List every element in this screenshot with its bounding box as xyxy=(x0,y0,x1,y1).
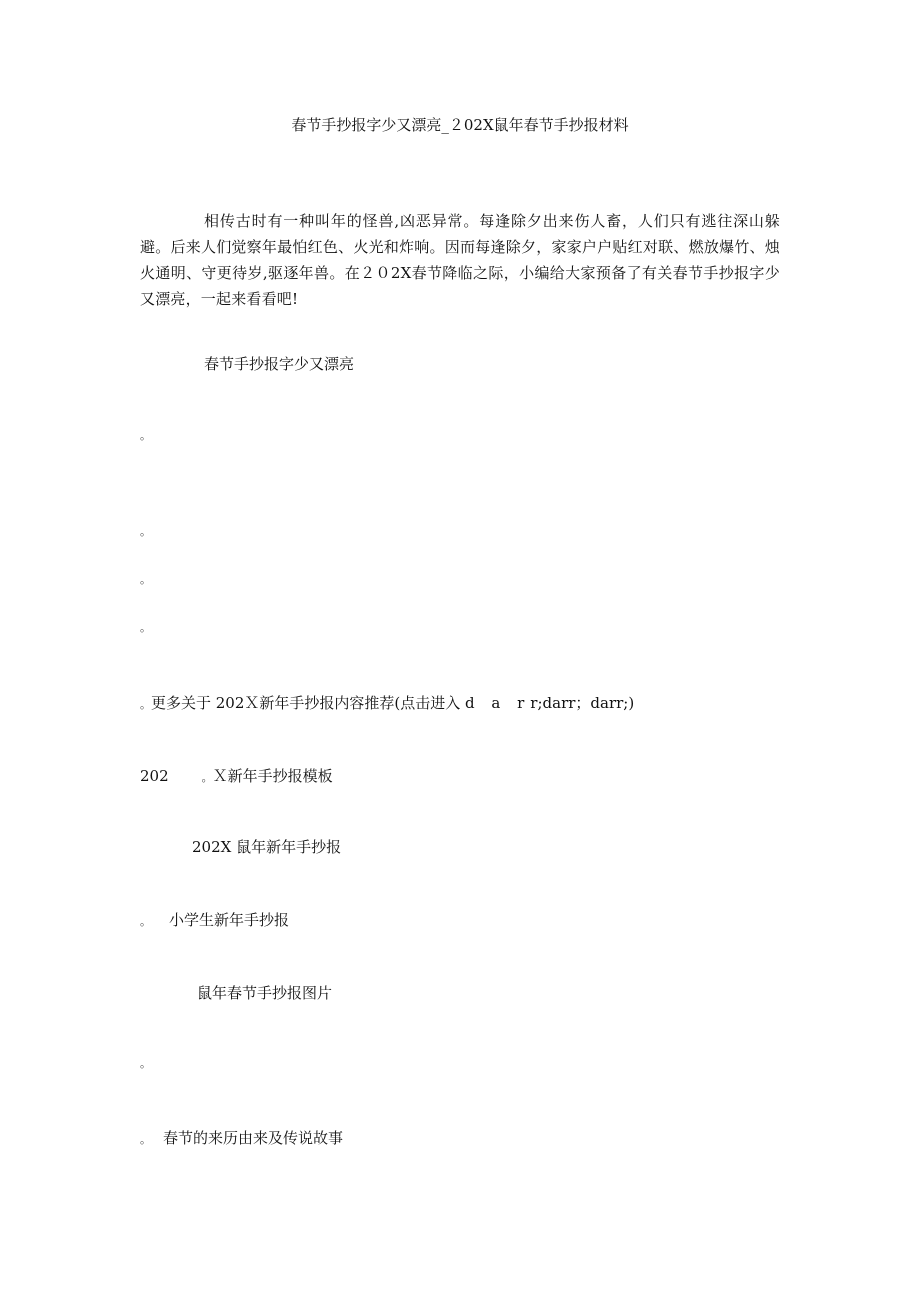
document-title: 春节手抄报字少又漂亮_２02X鼠年春节手抄报材料 xyxy=(291,116,629,134)
link-year-prefix: 202 xyxy=(140,767,169,785)
link-rat-year-newyear[interactable]: 202X 鼠年新年手抄报 xyxy=(192,838,342,856)
image-placeholder-bullet: 。 xyxy=(140,621,151,634)
link-text: 小学生新年手抄报 xyxy=(169,911,290,929)
more-recommendations-text: 更多关于 202Ｘ新年手抄报内容推荐(点击进入 xyxy=(151,694,466,712)
section-heading: 春节手抄报字少又漂亮 xyxy=(204,355,355,373)
link-text: 春节的来历由来及传说故事 xyxy=(163,1129,344,1147)
more-recommendations-suffix: r;darr；darr;) xyxy=(530,694,635,712)
link-bullet: 。 xyxy=(201,771,213,784)
image-placeholder-bullet: 。 xyxy=(140,525,151,538)
link-student-newyear[interactable] xyxy=(140,910,289,932)
image-placeholder-bullet: 。 xyxy=(140,573,151,586)
link-newyear-template[interactable] xyxy=(140,766,333,788)
link-bullet: 。 xyxy=(140,1133,151,1146)
image-placeholder-bullet: 。 xyxy=(140,429,151,442)
intro-paragraph: 相传古时有一种叫年的怪兽,凶恶异常。每逢除夕出来伤人畜，人们只有逃往深山躲避。后来人们觉察年最怕红色、火光和炸响。因而每逢除夕，家家户户贴红对联、燃放爆竹、烛火通明、守更待岁,驱逐年兽。在２０2X春节降临之际，小编给大家预备了有关春节手抄报字少又漂亮，一起来看看吧! xyxy=(140,212,780,308)
more-recommendations-line[interactable] xyxy=(140,693,634,715)
more-recommendations-spaced: d a r xyxy=(465,694,531,712)
more-bullet: 。 xyxy=(140,698,151,711)
link-bullet: 。 xyxy=(140,915,151,928)
link-rat-year-pictures[interactable]: 鼠年春节手抄报图片 xyxy=(197,984,333,1002)
link-text: Ｘ新年手抄报模板 xyxy=(212,767,333,785)
link-spring-festival-story[interactable] xyxy=(140,1128,343,1150)
image-placeholder-bullet: 。 xyxy=(140,1057,151,1070)
